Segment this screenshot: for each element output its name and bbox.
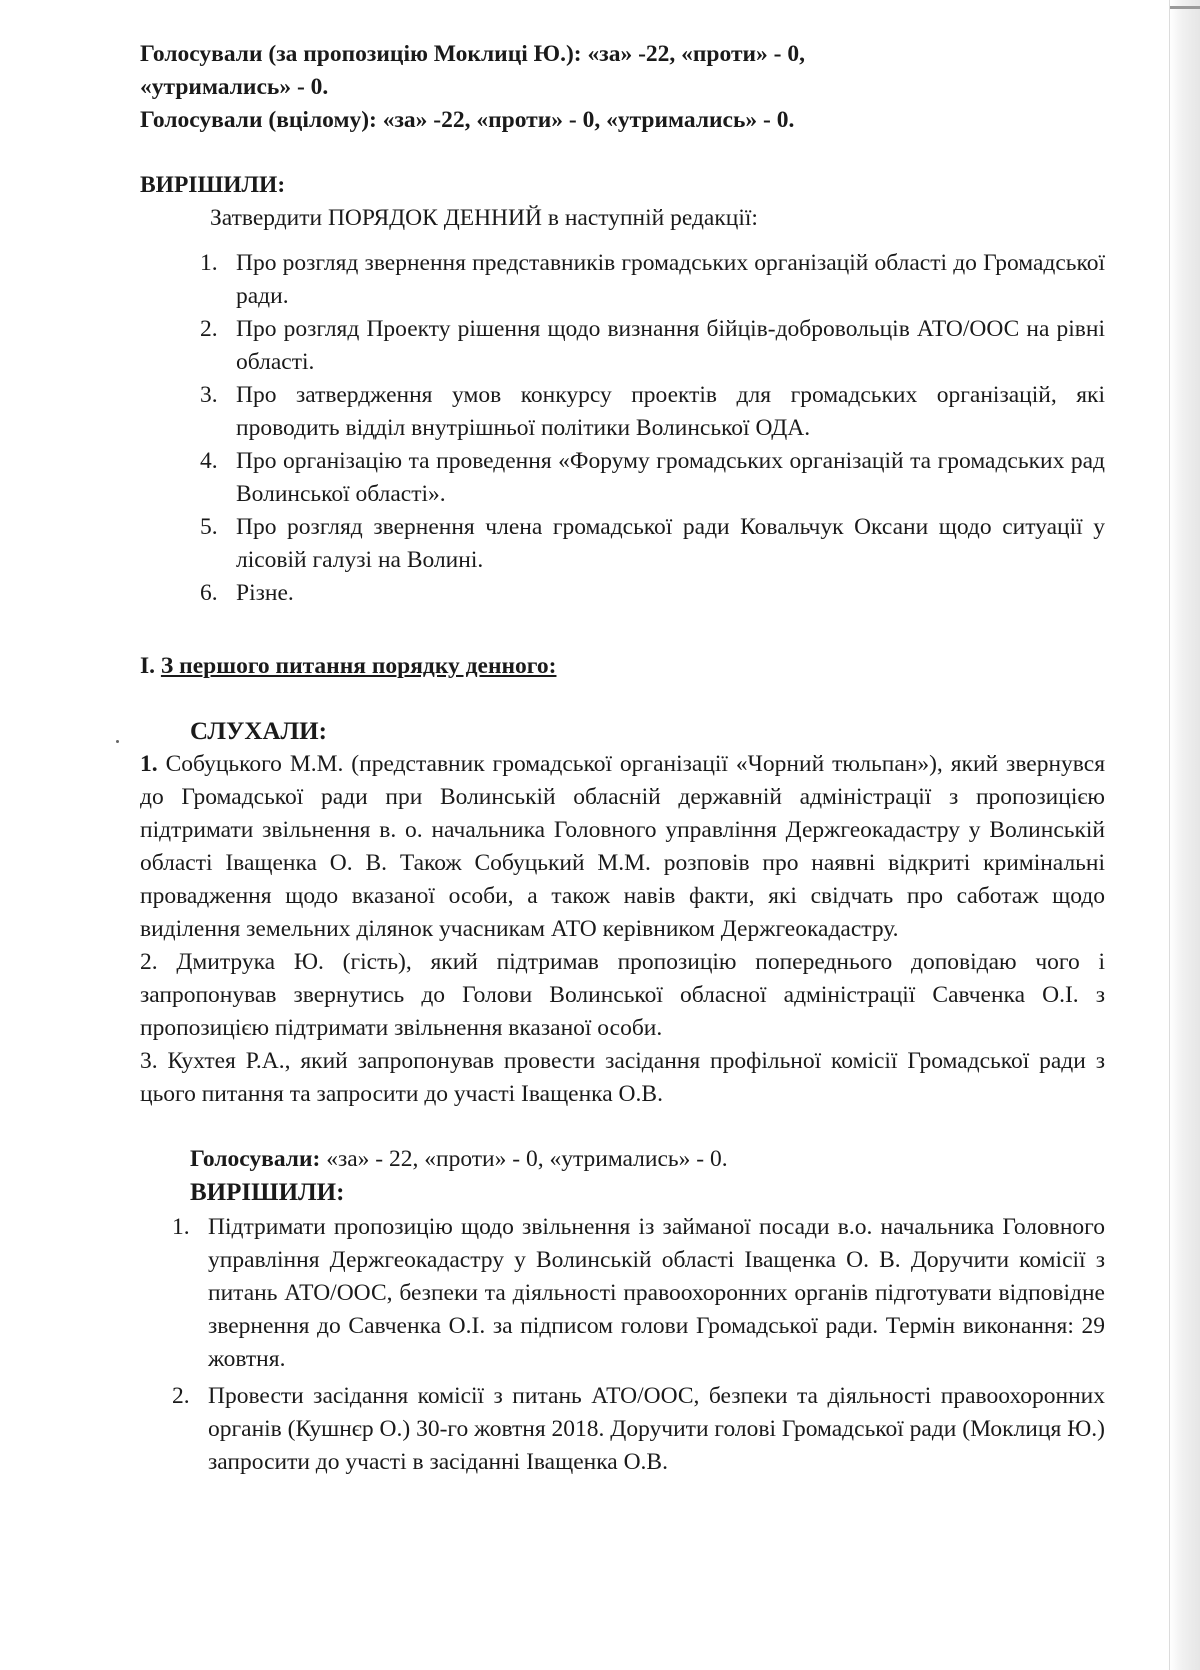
agenda-item-number: 6. [200,580,218,606]
decided-heading: ВИРІШИЛИ: [140,172,286,198]
section-1-vote-result [190,1143,1105,1176]
vote-label: Голосували: [190,1146,321,1172]
document-page [140,38,1105,1483]
section-1-title-text: З першого питання порядку денного: [160,653,557,679]
agenda-list [200,247,1105,610]
decision-item-number: 2. [172,1383,190,1409]
section-1-title [140,650,1105,683]
heard-item-number: 3. [140,1048,158,1074]
agenda-item-number: 2. [200,316,218,342]
heard-item [140,946,1105,1045]
heard-item [140,1045,1105,1111]
scan-artifact-dot [116,740,119,743]
heard-item-number: 1. [140,751,158,777]
decision-item [172,1380,1105,1479]
heard-heading: СЛУХАЛИ: [190,718,327,745]
agenda-item-number: 1. [200,250,218,276]
vote-text: «за» - 22, «проти» - 0, «утримались» - 0. [320,1146,728,1172]
scanned-page-edge-line [1170,6,1200,9]
agenda-item-number: 5. [200,514,218,540]
agenda-intro: Затвердити ПОРЯДОК ДЕННИЙ в наступній редакції: [210,205,758,231]
heard-item-text: Дмитрука Ю. (гість), який підтримав пропозицію попереднього доповідаю чого і запропонував звернутись до Голови Волинської обласної адміністрації Савченка О.І. з пропозицією підтримати звільнення вказаної особи. [140,949,1106,1041]
agenda-item [200,247,1105,313]
agenda-item-text: Про розгляд Проекту рішення щодо визнання бійців-добровольців АТО/ООС на рівні області. [236,316,1105,375]
heard-item [140,748,1105,946]
heard-item-text: Кухтея Р.А., який запропонував провести засідання профільної комісії Громадської ради з цього питання та запросити до участі Іващенка О.В. [140,1048,1106,1107]
agenda-item [200,577,1105,610]
section-1-decided-heading: ВИРІШИЛИ: [190,1179,345,1206]
vote-result-moklytsia-proposal [140,38,1105,104]
vote-line-1-cont: «утримались» - 0. [140,74,329,100]
decision-item-number: 1. [172,1214,190,1240]
agenda-item-text: Про організацію та проведення «Форуму громадських організацій та громадських рад Волинської області». [236,448,1105,507]
agenda-item [200,313,1105,379]
agenda-item-number: 4. [200,448,218,474]
section-1-prefix: I. [140,653,161,679]
agenda-item-text: Різне. [236,580,294,606]
decisions-list [172,1211,1105,1479]
vote-line-1: Голосували (за пропозицію Моклиці Ю.): «за» -22, «проти» - 0, [140,41,805,67]
agenda-item-number: 3. [200,382,218,408]
scanned-page-edge [1169,0,1200,1670]
agenda-item [200,379,1105,445]
agenda-item-text: Про розгляд звернення члена громадської ради Ковальчук Оксани щодо ситуації у лісовій галузі на Волині. [236,514,1105,573]
vote-result-overall: Голосували (вцілому): «за» -22, «проти» - 0, «утримались» - 0. [140,107,795,133]
agenda-item-text: Про розгляд звернення представників громадських організацій області до Громадської ради. [236,250,1105,309]
agenda-item-text: Про затвердження умов конкурсу проектів для громадських організацій, які проводить відділ внутрішньої політики Волинської ОДА. [236,382,1105,441]
agenda-item [200,445,1105,511]
agenda-item [200,511,1105,577]
heard-item-text: Собуцького М.М. (представник громадської організації «Чорний тюльпан»), який звернувся до Громадської ради при Волинській обласній державній адміністрації з пропозицією підтримати звільнення в. о. начальника Головного управління Держгеокадастру у Волинській області Іващенка О. В. Також Собуцький М.М. розповів про наявні відкриті кримінальні провадження щодо вказаної особи, а також навів факти, які свідчать про саботаж щодо виділення земельних ділянок учасникам АТО керівником Держгеокадастру. [140,751,1106,942]
decision-item [172,1211,1105,1376]
heard-item-number: 2. [140,949,158,975]
decision-item-text: Підтримати пропозицію щодо звільнення із займаної посади в.о. начальника Головного управління Держгеокадастру у Волинській області Іващенка О. В. Доручити комісії з питань АТО/ООС, безпеки та діяльності правоохоронних органів підготувати відповідне звернення до Савченка О.І. за підписом голови Громадської ради. Термін виконання: 29 жовтня. [208,1214,1105,1372]
decision-item-text: Провести засідання комісії з питань АТО/ООС, безпеки та діяльності правоохоронних органів (Кушнєр О.) 30-го жовтня 2018. Доручити голові Громадської ради (Моклиця Ю.) запросити до участі в засіданні Іващенка О.В. [208,1383,1105,1475]
